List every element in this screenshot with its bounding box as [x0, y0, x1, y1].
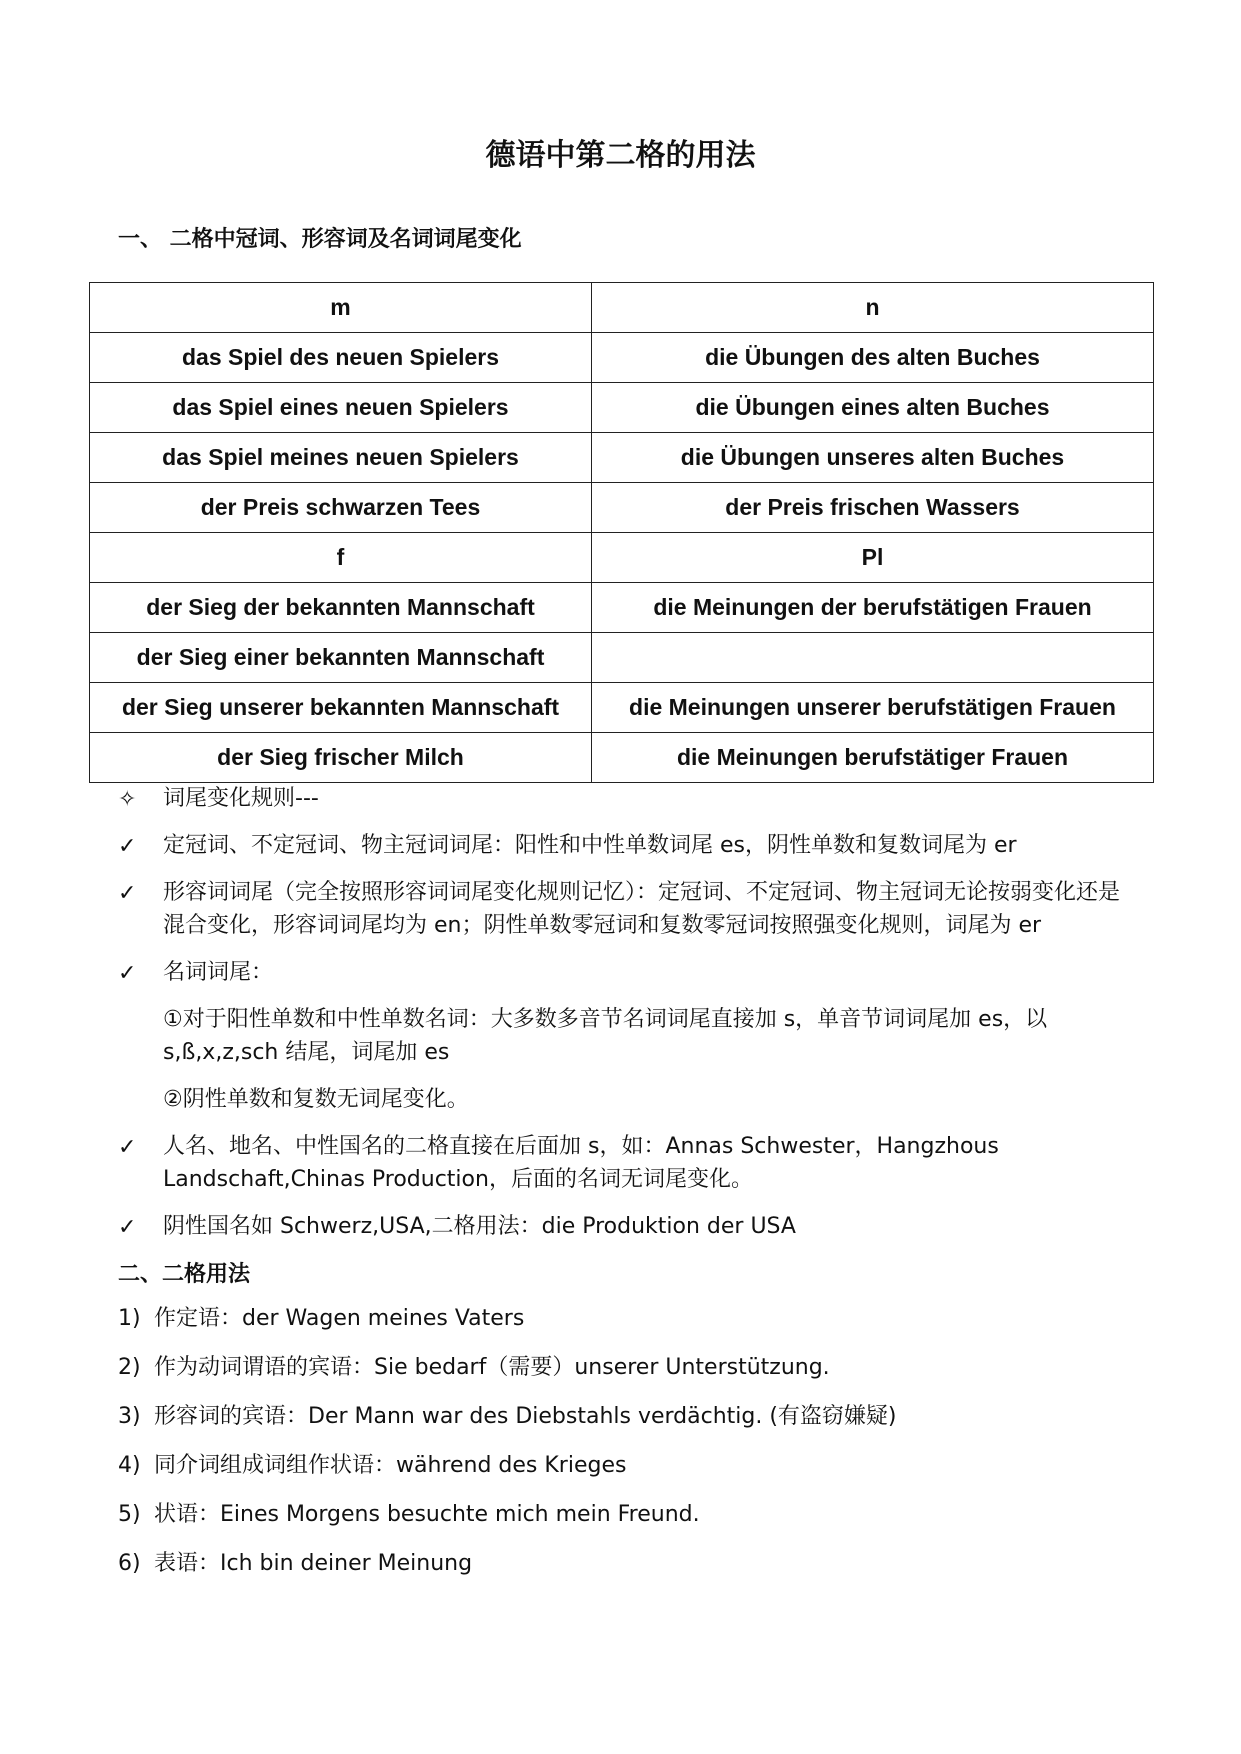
table-row	[90, 283, 1154, 333]
rule-adjectives	[118, 876, 1128, 942]
table-cell: der Preis frischen Wassers	[592, 483, 1154, 533]
table-cell: der Preis schwarzen Tees	[90, 483, 592, 533]
table-cell: die Meinungen berufstätiger Frauen	[592, 733, 1154, 783]
usage-item-number: 6)	[118, 1551, 141, 1576]
usage-item-text: 形容词的宾语：Der Mann war des Diebstahls verdächtig. (有盗窃嫌疑)	[154, 1404, 897, 1429]
table-cell: der Sieg einer bekannten Mannschaft	[90, 633, 592, 683]
diamond-bullet-icon: ✧	[118, 786, 137, 811]
table-row	[90, 733, 1154, 783]
table-cell: m	[90, 283, 592, 333]
table-cell	[592, 633, 1154, 683]
usage-item-number: 1)	[118, 1306, 141, 1331]
table-row	[90, 483, 1154, 533]
section-heading-declension: 一、 二格中冠词、形容词及名词词尾变化	[118, 226, 522, 252]
table-cell: die Meinungen unserer berufstätigen Frauen	[592, 683, 1154, 733]
check-bullet-icon: ✓	[118, 1214, 137, 1239]
usage-item-number: 2)	[118, 1355, 141, 1380]
rule-intro-text: 词尾变化规则---	[163, 786, 319, 811]
section-heading-usage: 二、二格用法	[118, 1261, 251, 1287]
table-cell: der Sieg frischer Milch	[90, 733, 592, 783]
rule-names	[118, 1130, 1128, 1196]
usage-item-text: 同介词组成词组作状语：während des Krieges	[154, 1453, 627, 1478]
usage-item-number: 4)	[118, 1453, 141, 1478]
usage-item	[118, 1302, 1128, 1335]
table-cell: f	[90, 533, 592, 583]
rule-adjectives-text: 形容词词尾（完全按照形容词词尾变化规则记忆）：定冠词、不定冠词、物主冠词无论按弱变化还是混合变化，形容词词尾均为 en；阴性单数零冠词和复数零冠词按照强变化规则，词尾为 er	[163, 880, 1121, 938]
table-row	[90, 683, 1154, 733]
usage-item	[118, 1449, 1128, 1482]
usage-item-text: 作定语：der Wagen meines Vaters	[154, 1306, 525, 1331]
table-row	[90, 383, 1154, 433]
rules-section	[118, 782, 1128, 1596]
check-bullet-icon: ✓	[118, 833, 137, 858]
check-bullet-icon: ✓	[118, 1134, 137, 1159]
table-cell: der Sieg der bekannten Mannschaft	[90, 583, 592, 633]
usage-item-text: 作为动词谓语的宾语：Sie bedarf（需要）unserer Unterstützung.	[154, 1355, 830, 1380]
rule-intro	[118, 782, 1128, 815]
rule-feminine-countries-text: 阴性国名如 Schwerz,USA,二格用法：die Produktion der USA	[163, 1214, 796, 1239]
table-cell: das Spiel des neuen Spielers	[90, 333, 592, 383]
usage-item-text: 状语：Eines Morgens besuchte mich mein Freund.	[154, 1502, 700, 1527]
page-title: 德语中第二格的用法	[485, 138, 756, 173]
table-cell: n	[592, 283, 1154, 333]
genitive-declension-table	[89, 282, 1154, 783]
table-cell: das Spiel eines neuen Spielers	[90, 383, 592, 433]
usage-item-number: 3)	[118, 1404, 141, 1429]
usage-item	[118, 1547, 1128, 1580]
check-bullet-icon: ✓	[118, 880, 137, 905]
table-cell: Pl	[592, 533, 1154, 583]
usage-item	[118, 1351, 1128, 1384]
rule-nouns-text: 名词词尾：	[163, 960, 274, 985]
table-cell: die Übungen des alten Buches	[592, 333, 1154, 383]
table-row	[90, 333, 1154, 383]
table-cell: die Übungen eines alten Buches	[592, 383, 1154, 433]
usage-item-text: 表语：Ich bin deiner Meinung	[154, 1551, 473, 1576]
usage-item	[118, 1498, 1128, 1531]
table-cell: das Spiel meines neuen Spielers	[90, 433, 592, 483]
usage-list	[118, 1302, 1128, 1580]
table-row	[90, 583, 1154, 633]
table-cell: die Übungen unseres alten Buches	[592, 433, 1154, 483]
rule-nouns-sub1: ①对于阳性单数和中性单数名词：大多数多音节名词词尾直接加 s，单音节词词尾加 es，以 s,ß,x,z,sch 结尾，词尾加 es	[163, 1007, 1048, 1065]
table-row	[90, 533, 1154, 583]
rule-names-text: 人名、地名、中性国名的二格直接在后面加 s，如：Annas Schwester，Hangzhous Landschaft,Chinas Production，后面的名词无词尾变化。	[163, 1134, 999, 1192]
rule-feminine-countries	[118, 1210, 1128, 1243]
table-cell: die Meinungen der berufstätigen Frauen	[592, 583, 1154, 633]
rule-nouns	[118, 956, 1128, 989]
rule-nouns-sub2: ②阴性单数和复数无词尾变化。	[163, 1087, 469, 1112]
usage-item	[118, 1400, 1128, 1433]
table-row	[90, 633, 1154, 683]
table-cell: der Sieg unserer bekannten Mannschaft	[90, 683, 592, 733]
rule-articles	[118, 829, 1128, 862]
rule-articles-text: 定冠词、不定冠词、物主冠词词尾：阳性和中性单数词尾 es，阴性单数和复数词尾为 er	[163, 833, 1017, 858]
table-row	[90, 433, 1154, 483]
usage-item-number: 5)	[118, 1502, 141, 1527]
check-bullet-icon: ✓	[118, 960, 137, 985]
